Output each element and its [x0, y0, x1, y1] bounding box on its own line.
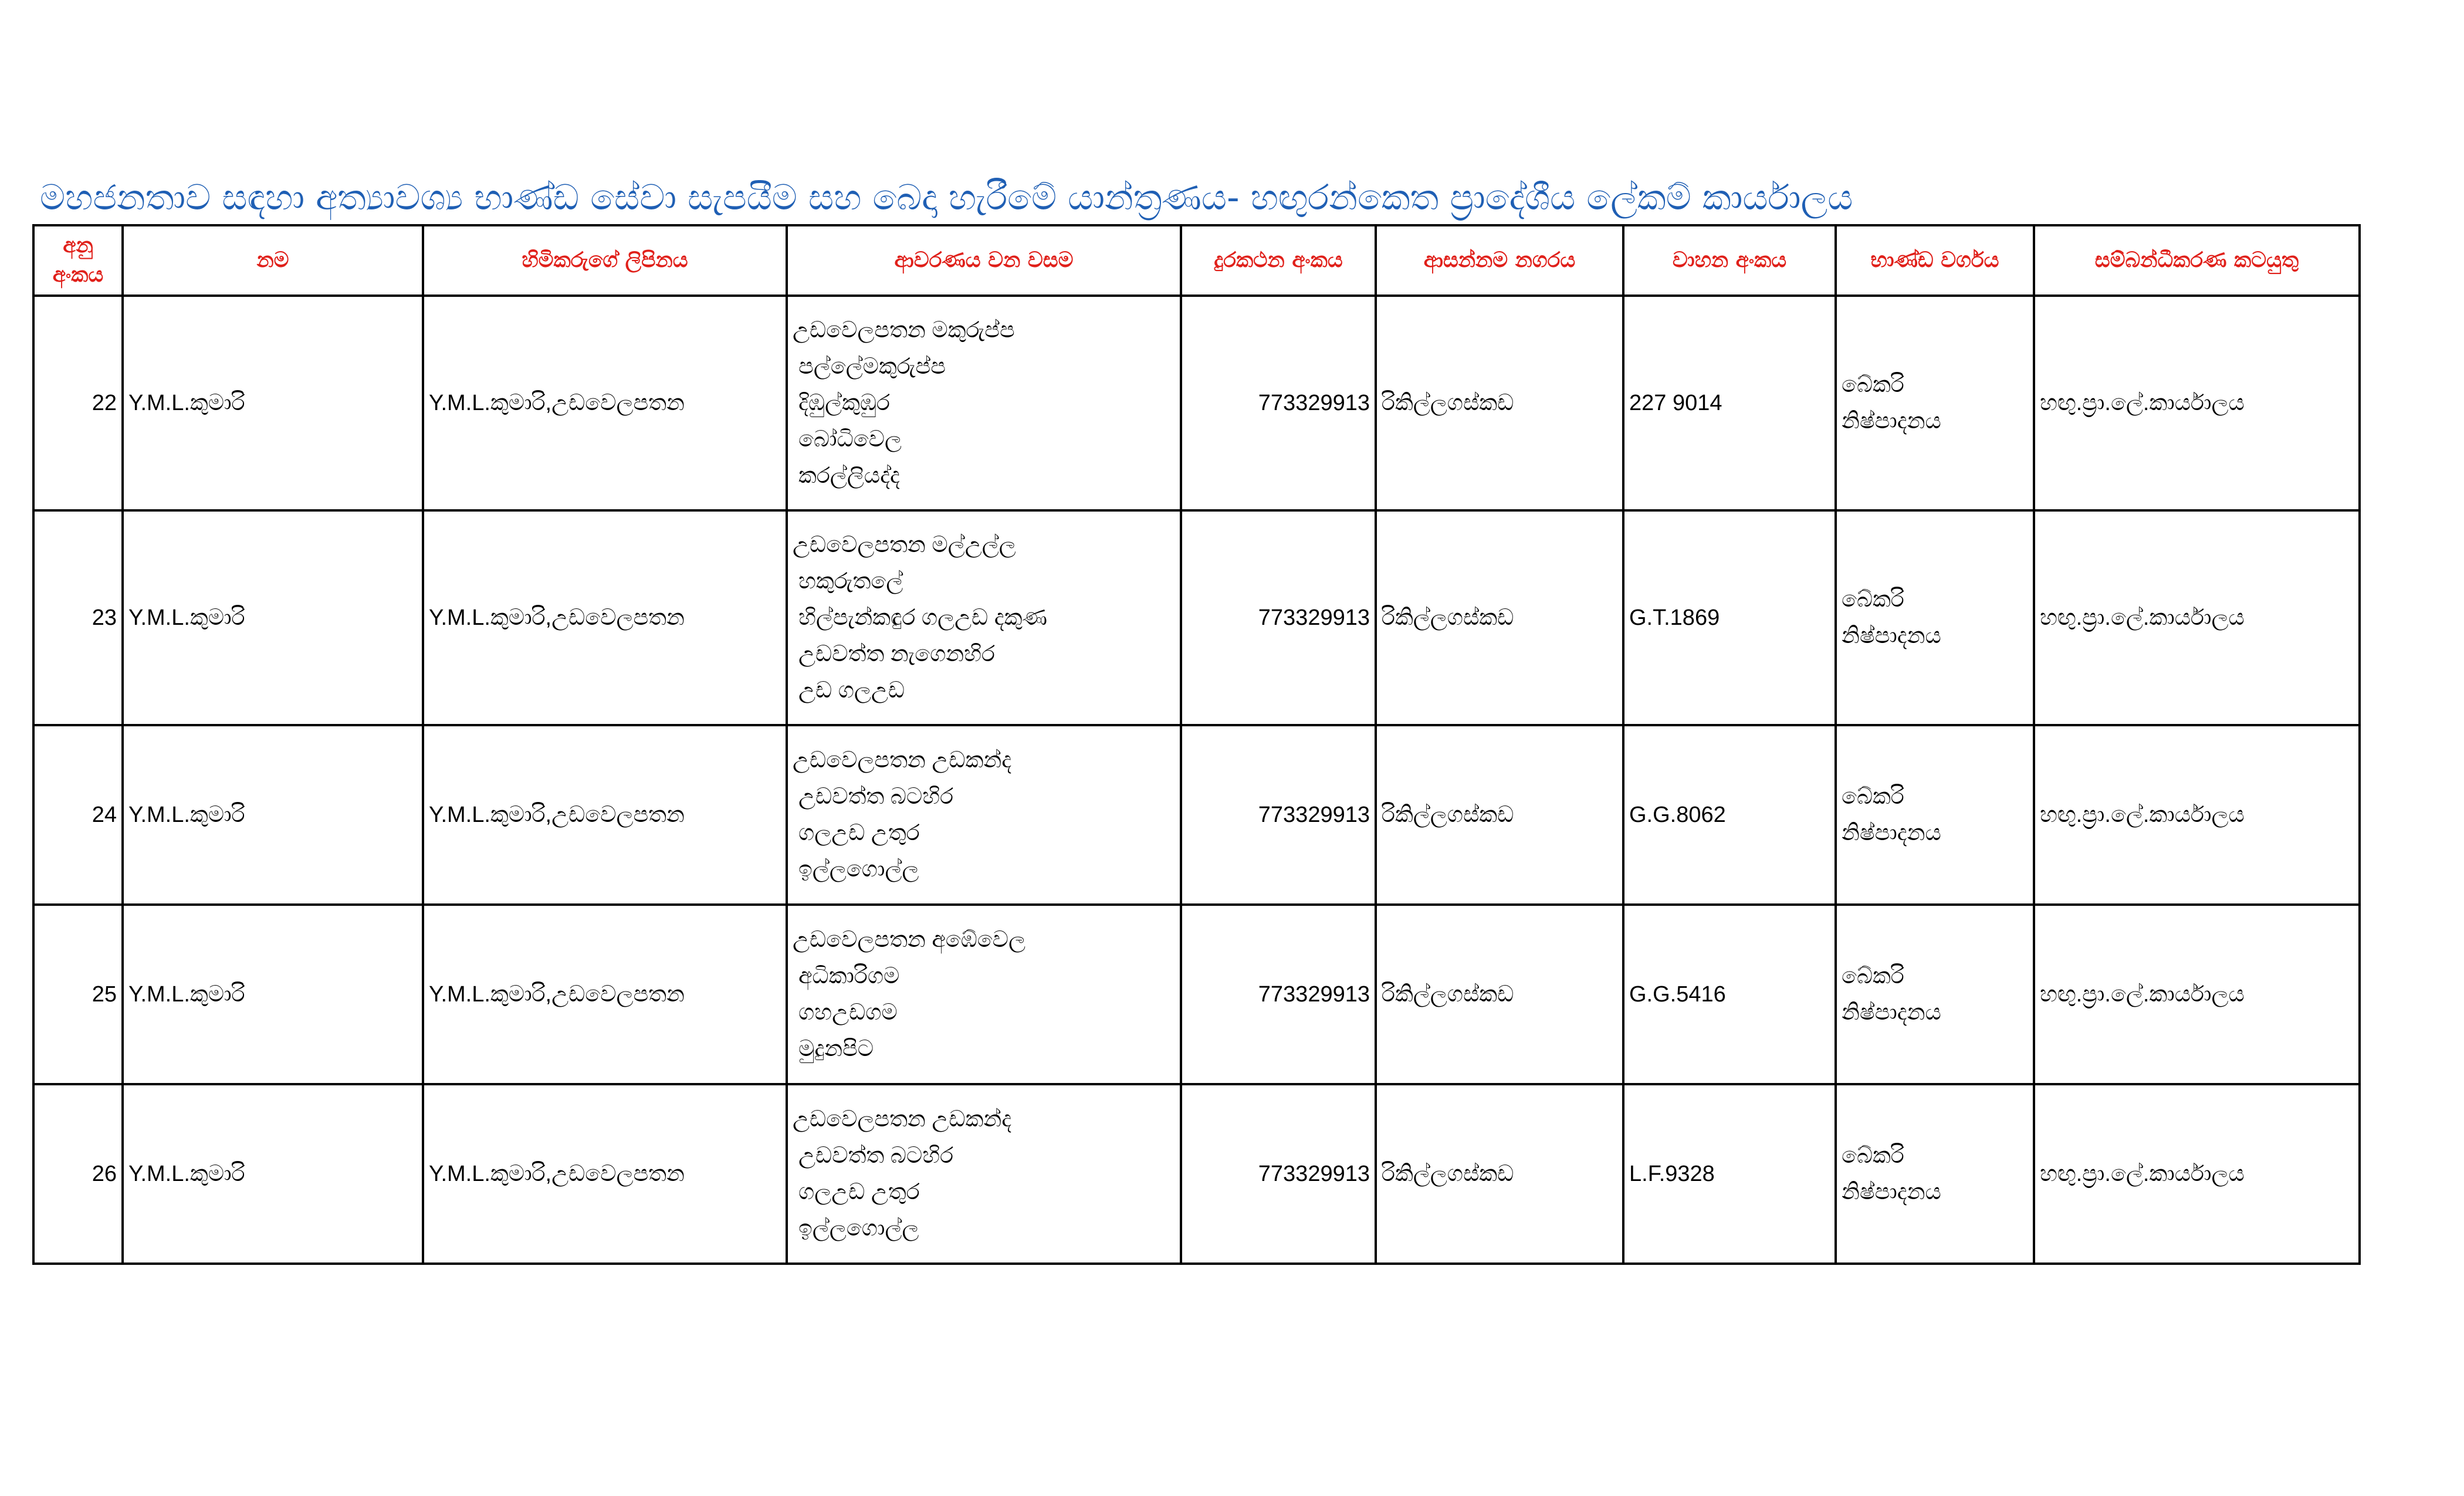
area-line: උඩවෙලපතන අඹේවෙල	[793, 928, 1025, 952]
table-row	[33, 296, 2360, 510]
row-vehicle: L.F.9328	[1623, 1084, 1836, 1264]
row-goods	[1836, 510, 2034, 725]
area-line: හකුරුතලේ	[798, 569, 903, 594]
row-vehicle: G.G.8062	[1623, 725, 1836, 905]
header-phone: දුරකථන අංකය	[1181, 225, 1376, 296]
row-coordinator: හඟු.ප්‍රා.ලේ.කාර්යාලය	[2034, 725, 2360, 905]
row-no: 23	[33, 510, 123, 725]
table-row	[33, 725, 2360, 905]
row-address: Y.M.L.කුමාරි,උඩවෙලපතන	[423, 725, 787, 905]
row-vehicle: G.T.1869	[1623, 510, 1836, 725]
header-goods-type: භාණ්ඩ වර්ගය	[1836, 225, 2034, 296]
row-coverage-area	[787, 905, 1181, 1084]
area-line: හිල්පැන්කඳුර ගලඋඩ දකුණ	[798, 605, 1048, 630]
row-vehicle: G.G.5416	[1623, 905, 1836, 1084]
area-line: උඩවෙලපතන මල්උල්ල	[793, 533, 1016, 557]
row-goods	[1836, 905, 2034, 1084]
table-row	[33, 905, 2360, 1084]
header-nearest-town: ආසන්නම නගරය	[1376, 225, 1623, 296]
row-name: Y.M.L.කුමාරි	[123, 725, 423, 905]
goods-line: නිෂ්පාදනය	[1842, 409, 1941, 434]
area-line: ඉල්ලගොල්ල	[798, 857, 919, 882]
row-town: රිකිල්ලගස්කඩ	[1376, 296, 1623, 510]
header-name: නම	[123, 225, 423, 296]
row-goods	[1836, 725, 2034, 905]
row-vehicle: 227 9014	[1623, 296, 1836, 510]
row-coordinator: හඟු.ප්‍රා.ලේ.කාර්යාලය	[2034, 1084, 2360, 1264]
row-coverage-area	[787, 296, 1181, 510]
row-goods	[1836, 296, 2034, 510]
row-coordinator: හඟු.ප්‍රා.ලේ.කාර්යාලය	[2034, 510, 2360, 725]
goods-line: බේකරි	[1842, 587, 1904, 612]
row-town: රිකිල්ලගස්කඩ	[1376, 1084, 1623, 1264]
row-phone: 773329913	[1181, 905, 1376, 1084]
area-line: අධිකාරිගම	[798, 964, 900, 989]
header-coverage-area: ආවරණය වන වසම	[787, 225, 1181, 296]
header-coordinator: සම්බන්ධීකරණ කටයුතු	[2034, 225, 2360, 296]
row-phone: 773329913	[1181, 296, 1376, 510]
header-no-line2: අංකය	[52, 263, 104, 287]
row-name: Y.M.L.කුමාරි	[123, 1084, 423, 1264]
goods-line: බේකරි	[1842, 784, 1904, 809]
area-line: මුදුනපිට	[798, 1037, 874, 1061]
goods-line: බේකරි	[1842, 373, 1904, 397]
area-line: බෝධිවෙල	[798, 427, 902, 452]
area-line: ගහඋඩගම	[798, 1000, 898, 1025]
row-no: 22	[33, 296, 123, 510]
goods-line: බේකරි	[1842, 1143, 1904, 1168]
row-address: Y.M.L.කුමාරි,උඩවෙලපතන	[423, 510, 787, 725]
area-line: උඩවත්ත නැගෙනහිර	[798, 642, 995, 666]
area-line: කරල්ලියද්ද	[798, 463, 900, 488]
row-coordinator: හඟු.ප්‍රා.ලේ.කාර්යාලය	[2034, 296, 2360, 510]
row-no: 26	[33, 1084, 123, 1264]
row-town: රිකිල්ලගස්කඩ	[1376, 510, 1623, 725]
row-coordinator: හඟු.ප්‍රා.ලේ.කාර්යාලය	[2034, 905, 2360, 1084]
row-address: Y.M.L.කුමාරි,උඩවෙලපතන	[423, 296, 787, 510]
area-line: උඩවත්ත බටහිර	[798, 1143, 954, 1168]
table-header-row	[33, 225, 2360, 296]
row-coverage-area	[787, 510, 1181, 725]
document-title: මහජනතාව සඳහා අත්‍යාවශ්‍ය භාණ්ඩ සේවා සැපයීම සහ බෙදා හැරීමේ යාන්ත්‍රණය- හඟුරන්කෙත ප්‍රාදේශීය ලේකම් කාර්යාලය	[40, 177, 1853, 218]
area-line: උඩවෙලපතන උඩකන්ද	[793, 1107, 1012, 1132]
row-no: 25	[33, 905, 123, 1084]
table-row	[33, 1084, 2360, 1264]
goods-line: නිෂ්පාදනය	[1842, 624, 1941, 648]
row-phone: 773329913	[1181, 725, 1376, 905]
area-line: උඩවෙලපතන උඩකන්ද	[793, 748, 1012, 773]
row-name: Y.M.L.කුමාරි	[123, 296, 423, 510]
area-line: ගලඋඩ උතුර	[798, 1180, 920, 1204]
row-no: 24	[33, 725, 123, 905]
goods-line: නිෂ්පාදනය	[1842, 821, 1941, 845]
header-owner-address: හිමිකරුගේ ලිපිනය	[423, 225, 787, 296]
row-coverage-area	[787, 1084, 1181, 1264]
goods-line: නිෂ්පාදනය	[1842, 1000, 1941, 1025]
row-town: රිකිල්ලගස්කඩ	[1376, 725, 1623, 905]
row-name: Y.M.L.කුමාරි	[123, 510, 423, 725]
area-line: ඉල්ලගොල්ල	[798, 1216, 919, 1241]
area-line: උඩවත්ත බටහිර	[798, 784, 954, 809]
area-line: පල්ලේමකුරුප්ප	[798, 354, 946, 379]
supplier-table	[32, 224, 2361, 1265]
area-line: දිඹුල්කුඹුර	[798, 391, 890, 415]
row-goods	[1836, 1084, 2034, 1264]
row-address: Y.M.L.කුමාරි,උඩවෙලපතන	[423, 1084, 787, 1264]
row-coverage-area	[787, 725, 1181, 905]
goods-line: බේකරි	[1842, 964, 1904, 989]
area-line: ගලඋඩ උතුර	[798, 821, 920, 845]
table-row	[33, 510, 2360, 725]
header-no	[33, 225, 123, 296]
row-phone: 773329913	[1181, 510, 1376, 725]
goods-line: නිෂ්පාදනය	[1842, 1180, 1941, 1204]
row-town: රිකිල්ලගස්කඩ	[1376, 905, 1623, 1084]
header-vehicle-no: වාහන අංකය	[1623, 225, 1836, 296]
row-address: Y.M.L.කුමාරි,උඩවෙලපතන	[423, 905, 787, 1084]
row-phone: 773329913	[1181, 1084, 1376, 1264]
row-name: Y.M.L.කුමාරි	[123, 905, 423, 1084]
header-no-line1: අනු	[63, 233, 93, 258]
area-line: උඩ ගලඋඩ	[798, 678, 905, 703]
area-line: උඩවෙලපතන මකුරුප්ප	[793, 318, 1015, 343]
